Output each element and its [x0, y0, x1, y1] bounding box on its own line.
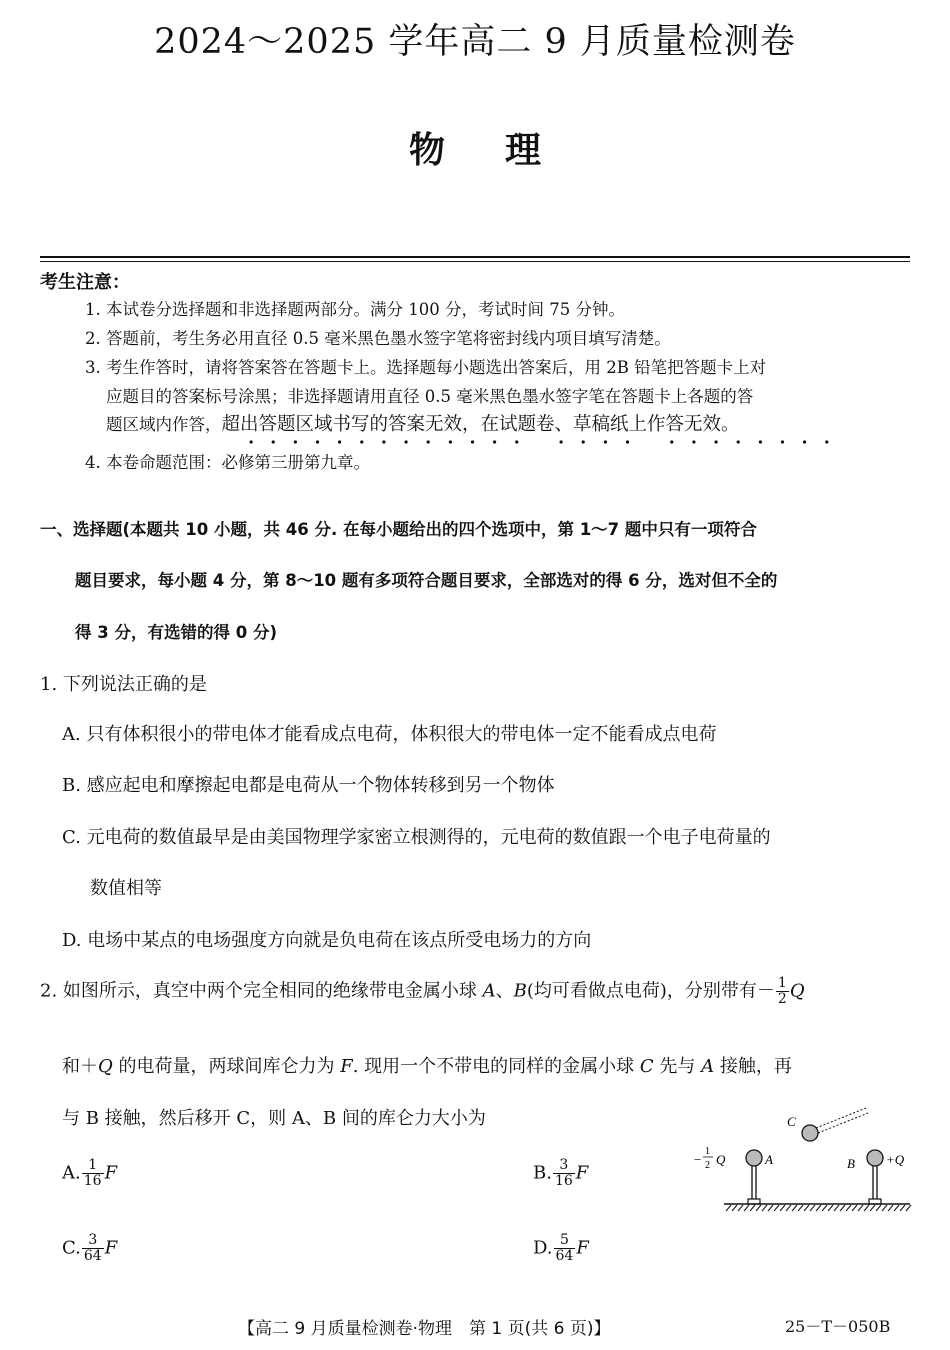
label-q-a: Q — [716, 1152, 726, 1167]
emphasis-dot — [382, 440, 385, 443]
header-rule-thin — [40, 261, 910, 262]
fraction-denominator: 64 — [555, 1248, 574, 1264]
q2-var-f: F — [340, 1056, 353, 1077]
hatch-mark — [786, 1205, 791, 1211]
label-a: A — [765, 1152, 773, 1167]
notice-item-3-line1: 3. 考生作答时，请将答案答在答题卡上。选择题每小题选出答案后，用 2B 铅笔把答题卡上对 — [85, 358, 767, 377]
hatch-mark — [816, 1205, 821, 1211]
emphasis-dot — [515, 440, 518, 443]
subject-title: 物理 — [408, 129, 601, 171]
notice-item-1: 1. 本试卷分选择题和非选择题两部分。满分 100 分，考试时间 75 分钟。 — [85, 300, 625, 319]
hatch-mark — [768, 1205, 773, 1211]
emphasis-dot — [670, 440, 673, 443]
q1-option-d: D. 电场中某点的电场强度方向就是负电荷在该点所受电场力的方向 — [62, 930, 592, 951]
option-fraction — [82, 1233, 104, 1264]
q1-stem: 1. 下列说法正确的是 — [40, 674, 207, 695]
emphasis-dot — [427, 440, 430, 443]
q1-option-c-line2: 数值相等 — [90, 878, 162, 899]
option-fraction — [82, 1158, 104, 1189]
q2-stem-line2 — [62, 1052, 792, 1078]
emphasis-dot — [250, 440, 253, 443]
hatch-mark — [870, 1205, 875, 1211]
fraction-denominator: 64 — [83, 1248, 102, 1264]
hatch-mark — [846, 1205, 851, 1211]
section-heading-line3: 得 3 分，有选错的得 0 分) — [75, 623, 277, 642]
ball-b — [867, 1150, 883, 1166]
q2-stem-line3: 与 B 接触，然后移开 C，则 A、B 间的库仑力大小为 — [62, 1108, 486, 1129]
option-label: B. — [533, 1162, 552, 1184]
emphasis-dot — [803, 440, 806, 443]
q2-var-f: F — [104, 1237, 118, 1259]
label-b: B — [847, 1156, 855, 1171]
q2-var-a: A — [482, 980, 496, 1002]
section-heading-line1: 一、选择题(本题共 10 小题，共 46 分. 在每小题给出的四个选项中，第 1～7 题中只有一项符合 — [40, 520, 757, 539]
emphasis-dot — [316, 440, 319, 443]
q2-var-f: F — [576, 1237, 589, 1259]
emphasis-dot — [360, 440, 363, 443]
notice-emphasis-text: 超出答题区域书写的答案无效，在试题卷、草稿纸上作答无效。 — [221, 414, 740, 435]
hatch-mark — [756, 1205, 761, 1211]
hatch-mark — [858, 1205, 863, 1211]
ball-a — [746, 1150, 762, 1166]
c-handle — [818, 1113, 868, 1133]
q2-option-c — [62, 1233, 117, 1264]
emphasis-dot — [737, 440, 740, 443]
emphasis-dot — [449, 440, 452, 443]
label-minus: − — [694, 1152, 702, 1167]
emphasis-dot — [604, 440, 607, 443]
q2-stem-line1 — [40, 976, 805, 1007]
label-half-num: 1 — [705, 1146, 710, 1157]
fraction-denominator: 16 — [83, 1173, 102, 1189]
emphasis-dot — [294, 440, 297, 443]
q2-text: 接触，再 — [714, 1056, 792, 1077]
q1-option-c-line1: C. 元电荷的数值最早是由美国物理学家密立根测得的，元电荷的数值跟一个电子电荷量的 — [62, 827, 771, 848]
c-handle — [816, 1108, 866, 1128]
fraction-numerator: 5 — [554, 1233, 576, 1249]
emphasis-dot — [825, 440, 828, 443]
notice-item-2: 2. 答题前，考生务必用直径 0.5 毫米黑色墨水签字笔将密封线内项目填写清楚。 — [85, 329, 671, 348]
emphasis-dot — [272, 440, 275, 443]
q2-text: 2. 如图所示，真空中两个完全相同的绝缘带电金属小球 — [40, 980, 483, 1002]
emphasis-dot — [471, 440, 474, 443]
hatch-mark — [852, 1205, 857, 1211]
hatch-mark — [792, 1205, 797, 1211]
emphasis-dot — [781, 440, 784, 443]
emphasis-dot — [715, 440, 718, 443]
q2-text: (均可看做点电荷)，分别带有－ — [526, 980, 775, 1002]
notice-item-4: 4. 本卷命题范围：必修第三册第九章。 — [85, 453, 370, 472]
ball-c — [802, 1125, 818, 1141]
section-heading-line2: 题目要求，每小题 4 分，第 8～10 题有多项符合题目要求，全部选对的得 6 分，选对但不全的 — [75, 571, 778, 590]
hatch-mark — [834, 1205, 839, 1211]
notice-item-3-line2: 应题目的答案标号涂黑；非选择题请用直径 0.5 毫米黑色墨水签字笔在答题卡上各题的答 — [106, 387, 754, 406]
hatch-mark — [726, 1205, 731, 1211]
hatch-mark — [864, 1205, 869, 1211]
label-half-den: 2 — [705, 1160, 710, 1171]
exam-title: 2024～2025 学年高二 9 月质量检测卷 — [154, 22, 796, 62]
hatch-mark — [804, 1205, 809, 1211]
notice-item-3-line3 — [106, 414, 740, 436]
q2-text: 的电荷量，两球间库仑力为 — [112, 1056, 341, 1077]
option-label: D. — [533, 1237, 553, 1259]
hatch-mark — [732, 1205, 737, 1211]
notice-plain-text: 题区域内作答， — [106, 415, 222, 434]
fraction-denominator: 2 — [777, 991, 787, 1007]
emphasis-dot — [759, 440, 762, 443]
q2-option-a — [62, 1158, 117, 1189]
q2-option-d — [533, 1233, 589, 1264]
q2-fraction-half — [776, 976, 789, 1007]
hatch-mark — [822, 1205, 827, 1211]
hatch-mark — [744, 1205, 749, 1211]
hatch-mark — [774, 1205, 779, 1211]
hatch-mark — [762, 1205, 767, 1211]
q2-var-b: B — [513, 980, 527, 1002]
emphasis-dot — [626, 440, 629, 443]
fraction-denominator: 16 — [554, 1173, 573, 1189]
q2-var-q: Q — [789, 980, 805, 1002]
fraction-numerator: 3 — [553, 1158, 575, 1174]
hatch-mark — [798, 1205, 803, 1211]
option-label: C. — [62, 1237, 81, 1259]
emphasis-dot — [560, 440, 563, 443]
q2-text: . 现用一个不带电的同样的金属小球 — [352, 1056, 640, 1077]
q2-text: 先与 — [653, 1056, 702, 1077]
q1-option-a: A. 只有体积很小的带电体才能看成点电荷，体积很大的带电体一定不能看成点电荷 — [62, 724, 717, 745]
fraction-numerator: 1 — [82, 1158, 104, 1174]
emphasis-dot — [405, 440, 408, 443]
emphasis-dot — [582, 440, 585, 443]
hatch-mark — [876, 1205, 881, 1211]
fraction-numerator: 1 — [777, 975, 787, 991]
option-fraction — [553, 1158, 575, 1189]
q2-var-q: Q — [98, 1056, 113, 1077]
q2-text: 和＋ — [62, 1056, 98, 1077]
ground-hatch — [726, 1205, 911, 1211]
emphasis-dot — [338, 440, 341, 443]
q2-var-f: F — [575, 1162, 589, 1184]
page-footer: 【高二 9 月质量检测卷·物理 第 1 页(共 6 页)】 — [238, 1319, 611, 1339]
label-plus-q: +Q — [886, 1152, 905, 1167]
hatch-mark — [828, 1205, 833, 1211]
emphasis-dot — [493, 440, 496, 443]
paper-code: 25－T－050B — [785, 1317, 891, 1336]
hatch-mark — [780, 1205, 785, 1211]
q2-var-c: C — [639, 1056, 654, 1077]
hatch-mark — [738, 1205, 743, 1211]
hatch-mark — [882, 1205, 887, 1211]
header-rule-thick — [40, 256, 910, 258]
option-fraction — [554, 1233, 576, 1264]
hatch-mark — [894, 1205, 899, 1211]
hatch-mark — [750, 1205, 755, 1211]
emphasis-dot — [692, 440, 695, 443]
hatch-mark — [810, 1205, 815, 1211]
fraction-numerator: 3 — [82, 1233, 104, 1249]
hatch-mark — [840, 1205, 845, 1211]
notice-heading: 考生注意： — [40, 272, 130, 293]
hatch-mark — [900, 1205, 905, 1211]
q2-text: 、 — [495, 980, 514, 1002]
q2-var-f: F — [104, 1162, 118, 1184]
q2-figure — [690, 1098, 912, 1218]
hatch-mark — [888, 1205, 893, 1211]
option-label: A. — [62, 1162, 81, 1184]
q1-option-b: B. 感应起电和摩擦起电都是电荷从一个物体转移到另一个物体 — [62, 775, 555, 796]
label-c: C — [787, 1114, 796, 1129]
hatch-mark — [906, 1205, 911, 1211]
emphasis-dots — [240, 437, 860, 447]
q2-option-b — [533, 1158, 588, 1189]
q2-var-a: A — [701, 1056, 715, 1077]
